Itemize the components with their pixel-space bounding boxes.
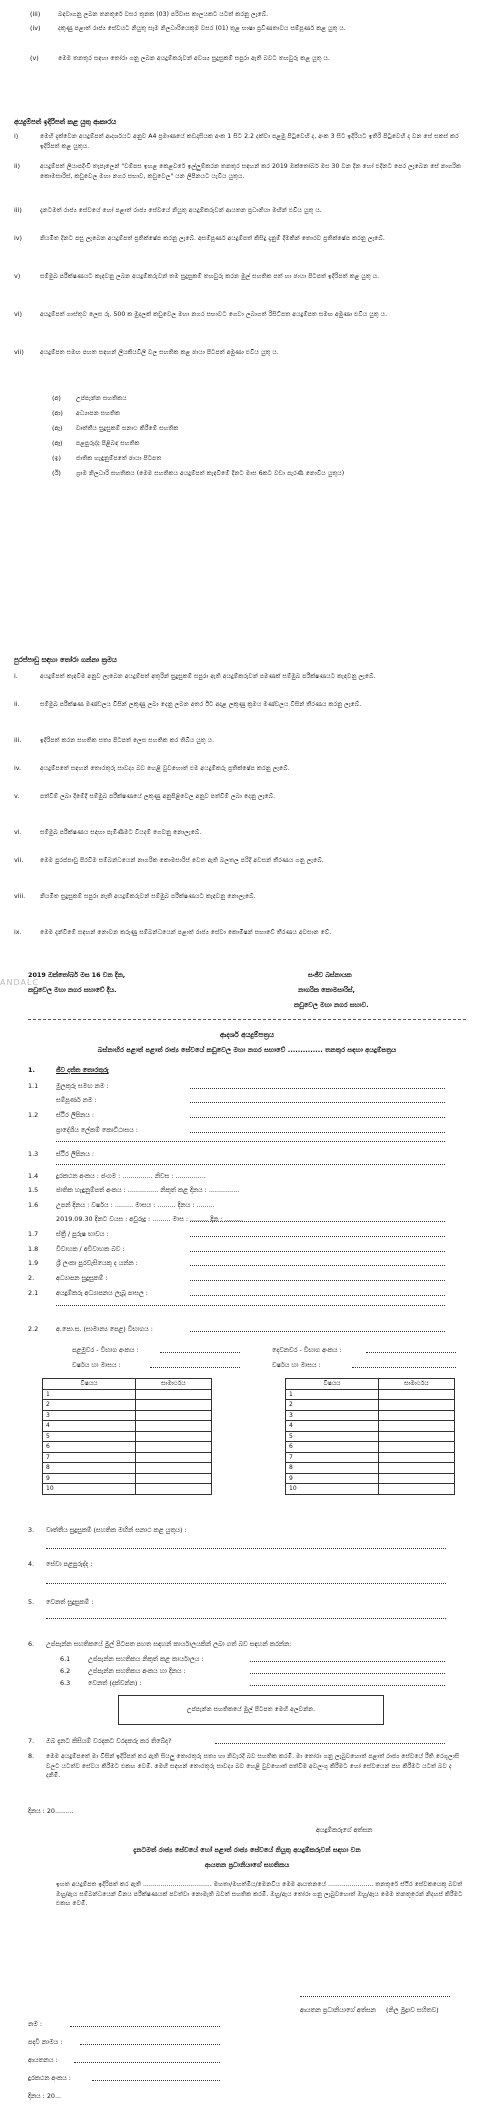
selection-heading: පුරප්පාඩු සඳහා තෝරා ගන්නා ක්‍රමය <box>14 656 117 664</box>
section-7-line[interactable] <box>215 1743 445 1744</box>
list-item-text: සම්මුඛ පරීක්ෂණය සඳහා පැමිණීමට වියදම් ගෙවනු නොලැබේ. <box>40 829 202 836</box>
field-number: 6.1 <box>60 1655 71 1663</box>
list-item-number: viii. <box>14 892 26 900</box>
ol-first-yearmonth-label: වර්ෂය හා මාසය : <box>72 1361 121 1369</box>
cert-name-line[interactable] <box>70 2026 220 2027</box>
row-number[interactable]: 3 <box>286 1410 379 1421</box>
cert-phone-line[interactable] <box>92 2080 220 2081</box>
field-input-line[interactable] <box>190 1088 445 1089</box>
list-item-number: i. <box>14 672 18 680</box>
grade-cell[interactable] <box>135 1473 211 1484</box>
grade-cell[interactable] <box>135 1463 211 1474</box>
row-number[interactable]: 1 <box>286 1389 379 1400</box>
table-row <box>286 1452 455 1463</box>
list-item-number: ii) <box>14 162 21 170</box>
ol-first-attempt-table <box>42 1378 212 1495</box>
table-row <box>286 1389 455 1400</box>
document-item-number: (ඇ) <box>52 424 63 432</box>
row-number[interactable]: 9 <box>43 1473 136 1484</box>
field-label: අයදුම්කරු අධ්‍යාපනය ලැබූ පාසල : <box>56 1289 148 1297</box>
row-number[interactable]: 9 <box>286 1473 379 1484</box>
col-subject: විෂයය <box>43 1379 136 1390</box>
list-item-number: iv) <box>14 234 23 242</box>
form-subtitle: බස්නාහිර පළාත් පළාත් රාජ්‍ය සේවයේ කඩුවෙල මහා නගර සභාවේ .............. තනතුර සඳහා අයදුම්පත්‍රය <box>97 1046 397 1054</box>
field-input-line[interactable] <box>190 1280 445 1281</box>
cert-signature-line[interactable] <box>300 1996 450 1997</box>
field-number: 1.1 <box>28 1082 39 1090</box>
document-item-number: (ඊ) <box>52 469 61 477</box>
field-label: දුරකථන අංකය : ජංගම : ............... නිවස : ............... <box>56 1172 206 1180</box>
list-item-number: iv. <box>14 764 22 772</box>
row-number[interactable]: 4 <box>286 1421 379 1432</box>
row-number[interactable]: 2 <box>43 1400 136 1411</box>
grade-cell[interactable] <box>135 1442 211 1453</box>
document-item-text: ජාතික හැඳුනුම්පතේ ඡායා පිටපත <box>76 455 162 462</box>
section-7-label: ඔබ දැනට කිසියම් වරදකට වරදකරු කර තිබේද? <box>46 1737 172 1745</box>
document-item-number: (ඉ) <box>52 454 61 462</box>
row-number[interactable]: 4 <box>43 1421 136 1432</box>
field-label: ස්ථිර ලිපිනය : <box>56 1111 94 1119</box>
row-number[interactable]: 7 <box>286 1452 379 1463</box>
field-input-line[interactable] <box>250 1673 445 1674</box>
list-item-text: මෙම දැන්වීමේ සඳහන් නොවන කරුණු සම්බන්ධයෙන් පළාත් රාජ්‍ය සේවා කොමිෂන් සභාවේ තීරණය අවසාන වේ. <box>40 929 332 936</box>
list-item-text: දකුණු පළාත් රාජ්‍ය සේවයට නියුතු සෑම නිලධාරියෙකුම වසර (01) තුළ භාෂා ප්‍රවීණතාවය සම්පූර්ණ කළ යුතු ය. <box>58 25 346 32</box>
row-number[interactable]: 2 <box>286 1400 379 1411</box>
section-3-line[interactable] <box>46 1548 446 1549</box>
section-5-num: 5. <box>28 1598 35 1606</box>
applicant-date: දිනය : 20......... <box>28 1807 74 1815</box>
field-input-line[interactable] <box>56 1305 445 1306</box>
field-input-line[interactable] <box>190 1251 445 1252</box>
cert-seal-label: (නිල මුද්‍රාව සහිතව) <box>386 2006 439 2014</box>
field-input-line[interactable] <box>190 1265 445 1266</box>
field-input-line[interactable] <box>56 1164 445 1165</box>
section-6-num: 6. <box>28 1640 35 1648</box>
list-item-text: නියමිත දිනට පසු ලැබෙන අයදුම්පත් ප්‍රතික්ෂේප කරනු ලැබේ. අසම්පූර්ණ අයදුම්පත් කිසිදු දැනුම් දීමකින් තොරව ප්‍රතික්ෂේප කරනු ලැබේ. <box>40 235 385 242</box>
field-label: විවාහක / අවිවාහක බව : <box>56 1245 125 1253</box>
list-item-number: vii) <box>14 348 24 356</box>
field-input-line[interactable] <box>190 1102 445 1103</box>
grade-cell[interactable] <box>135 1484 211 1495</box>
birth-certificate-paste-label: උප්පැන්න සහතිකයේ මුල් පිටපත මෙහි අලවන්න. <box>186 1706 316 1713</box>
field-input-line[interactable] <box>250 1661 445 1662</box>
document-item-text: පළපුරුද්ද පිළිබඳ සහතික <box>76 440 140 447</box>
grade-cell[interactable] <box>378 1421 454 1432</box>
applicant-signature-label: අයදුම්කරුගේ අත්සන <box>316 1826 373 1834</box>
grade-cell[interactable] <box>378 1452 454 1463</box>
list-item-number: v. <box>14 792 20 800</box>
field-number: 1.2 <box>28 1111 39 1119</box>
apply-heading: අයදුම්පත් ඉදිරිපත් කළ යුතු ආකාරය <box>14 118 117 126</box>
field-input-line[interactable] <box>190 1295 445 1296</box>
watermark-text: ANDALC <box>0 978 39 987</box>
grade-cell[interactable] <box>378 1410 454 1421</box>
field-number: 1.9 <box>28 1259 39 1267</box>
field-label: ප්‍රාදේශීය ලේකම් කොට්ඨාසය : <box>56 1126 138 1134</box>
grade-cell[interactable] <box>135 1452 211 1463</box>
section-3-num: 3. <box>28 1526 35 1534</box>
list-item-number: vi) <box>14 310 23 318</box>
list-item-text: අයදුම්පත් කැඳවීම අනුව ලැබෙන අයදුම්පත් අතුරින් සුදුසුකම් සපුරා ඇති අයදුම්කරුවන් පමණක් සම්මුඛ පරීක්ෂණයට කැඳවනු ලැබේ. <box>40 673 376 680</box>
grade-cell[interactable] <box>135 1410 211 1421</box>
field-number: 1.5 <box>28 1186 39 1194</box>
document-item-number: (ඈ) <box>52 439 63 447</box>
ol-second-attempt-table <box>285 1378 455 1495</box>
section-8-num: 8. <box>28 1752 35 1760</box>
list-item-number: (iv) <box>30 24 41 32</box>
document-item-text: වෘත්තීය සුදුසුකම් සනාථ කිරීමේ සහතික <box>76 425 179 432</box>
row-number[interactable]: 8 <box>286 1463 379 1474</box>
list-item-number: i) <box>14 132 19 140</box>
col-grade: සාමාර්ථය <box>135 1379 211 1390</box>
grade-cell[interactable] <box>378 1389 454 1400</box>
field-number: 1.4 <box>28 1172 39 1180</box>
field-number: 1.6 <box>28 1201 39 1209</box>
list-item-number: vii. <box>14 856 24 864</box>
table-row <box>286 1410 455 1421</box>
cert-body: ඉහත අයදුම්පත ඉදිරිපත් කර ඇති ................................... මහතා/මහත්මිය/මෙනවිය මෙම ආයතනයේ ....................... තනතුරේ ස්ථිර සේවකයෙකු බවත් ඔහු/ඇය සම්බන්ධයෙන් විනය පරීක්ෂණයක් පවත්වා නොමැති බවත් සහතික කරමි. ඔහු/ඇය තෝරා ගනු ලැබුවහොත් ඔහු/ඇය මෙම තනතුරෙන් නිදහස් කිරීමට එකඟ වෙමි. <box>56 1881 463 1908</box>
table-row <box>43 1442 212 1453</box>
grade-cell[interactable] <box>378 1484 454 1495</box>
table-row <box>286 1473 455 1484</box>
list-item-number: ix. <box>14 928 22 936</box>
ol-first-attempt-line[interactable] <box>160 1352 240 1353</box>
ol-second-yearmonth-line[interactable] <box>352 1367 456 1368</box>
field-number: 6.2 <box>60 1667 71 1675</box>
cert-office-line[interactable] <box>74 2062 220 2063</box>
field-label: උප්පැන්න සහතිකය නිකුත් කළ කාර්යාලය : <box>88 1655 204 1663</box>
field-label: ස්ත්‍රී / පුරුෂ භාවය : <box>56 1230 109 1238</box>
section-4-num: 4. <box>28 1560 35 1568</box>
field-number: 2.1 <box>28 1289 39 1297</box>
row-number[interactable]: 5 <box>43 1431 136 1442</box>
field-input-line[interactable] <box>190 1221 445 1222</box>
row-number[interactable]: 1 <box>43 1389 136 1400</box>
col-subject: විෂයය <box>286 1379 379 1390</box>
cert-office-label: ආයතනය : <box>28 2056 58 2064</box>
list-item-text: මෙම තනතුර සඳහා තෝරා ගනු ලබන අයදුම්කරුවන් අවශ්‍ය සුදුසුකම් සපුරා ඇති බවට තහවුරු කළ යුතු ය. <box>58 55 330 62</box>
field-label: උප්පැන්න සහතිකය අංකය හා දිනය : <box>88 1667 186 1675</box>
document-item-text: ග්‍රාම නිලධාරි සහතිකය (මෙම සහතිකය අයදුම්පත් කැඳවීමේ දිනට මාස 6කට වඩා පැරණි නොවිය යුතුය) <box>76 470 345 477</box>
field-number: 1.3 <box>28 1150 39 1158</box>
birth-certificate-paste-box <box>118 1695 384 1725</box>
cert-title-2: ආයතන ප්‍රධානියාගේ සහතිකය <box>204 1861 290 1869</box>
field-input-line[interactable] <box>190 1132 445 1133</box>
table-row <box>286 1400 455 1411</box>
ol-first-yearmonth-line[interactable] <box>150 1367 240 1368</box>
list-item-text: මෙහි දැක්වෙන අයදුම්පත් ආදර්ශයට අනුව A4 ප්‍රමාණයේ කඩදාසියක අංක 1 සිට 2.2 දක්වා පළමු පිටුවෙහි ද, අංක 3 සිට ඉදිරියට ඉතිරි පිටුවෙහි ද වන සේ සකස් කර ඉදිරිපත් කළ යුතුය. <box>40 133 459 150</box>
ol-second-yearmonth-label: වර්ෂය හා මාසය : <box>272 1361 321 1369</box>
field-input-line[interactable] <box>190 1331 445 1332</box>
cert-signature-label: ආයතන ප්‍රධානියාගේ අත්සන <box>300 2006 376 2014</box>
section-6-label: උප්පැන්න සහතිකයේ මුල් පිටපත පහත සඳහන් කාර්යාලයකින් ලබා ගත් බව සඳහන් කරන්න: <box>46 1640 292 1648</box>
section-5-label: වෙනත් සුදුසුකම් : <box>46 1598 94 1606</box>
field-label: ස්ථිර ලිපිනය : <box>56 1150 94 1158</box>
signoff-date: 2019 ඔක්තෝබර් මස 16 වන දින, <box>28 971 126 979</box>
list-item-number: v) <box>14 272 21 280</box>
table-row <box>43 1410 212 1421</box>
signoff-title-1: නාගරික කොමසාරිස්, <box>298 986 355 994</box>
field-label: මුලකුරු සමඟ නම : <box>56 1082 109 1090</box>
field-label: උපන් දිනය : වර්ෂය : ......... මාසය : ......... දිනය : ......... <box>56 1201 215 1209</box>
list-item-text: අයදුම්පත් ගාස්තුව ලෙස රු. 500 ක මුදලක් කඩුවෙල මහා නගර සභාවට ගෙවා ලබාගත් රිසිට්පත අයදුම්පත සමඟ අමුණා එවිය යුතු ය. <box>40 311 388 318</box>
document-item-text: අධ්‍යාපන සහතික <box>76 410 121 417</box>
table-row <box>286 1421 455 1432</box>
list-item-number: (v) <box>30 54 39 62</box>
list-item-text: මෙම පුරප්පාඩු පිරවීම සම්බන්ධයෙන් නාගරික කොමසාරිස් වෙත ඇති බලතල පරිදි අවසන් තීරණය ගනු ලැබේ. <box>40 857 324 864</box>
section-4-label: සේවා පළපුරුද්ද : <box>46 1560 93 1568</box>
list-item-text: බඳවාගනු ලබන තනතුරේ වසර තුනක (03) පරිවාස කාලයකට යටත් කරනු ලැබේ. <box>58 11 269 18</box>
grade-cell[interactable] <box>135 1421 211 1432</box>
grade-cell[interactable] <box>135 1389 211 1400</box>
list-item-number: ii. <box>14 700 20 708</box>
ol-second-attempt-label: දෙවනවර - විභාග අංකය : <box>272 1346 342 1354</box>
document-item-number: (ආ) <box>52 409 63 417</box>
list-item-text: දැනටමත් රාජ්‍ය සේවයේ හෝ පළාත් රාජ්‍ය සේවයේ නියුතු අයදුම්කරුවන් ආයතන ප්‍රධානියා මඟින් එවිය යුතු ය. <box>40 207 322 214</box>
section-divider <box>28 1019 466 1020</box>
list-item-text: ඉදිරිපත් කරන සහතික සත්‍ය පිටපත් ලෙස සහතික කර තිබිය යුතු ය. <box>40 737 215 744</box>
document-item-number: (අ) <box>52 394 61 402</box>
cert-date-label: දිනය : 20... <box>28 2092 62 2100</box>
table-row <box>43 1400 212 1411</box>
field-label: වෙනත් (දක්වන්න) : <box>88 1679 142 1687</box>
field-input-line[interactable] <box>250 1685 445 1686</box>
list-item-number: iii. <box>14 736 22 744</box>
row-number[interactable]: 3 <box>43 1410 136 1421</box>
field-label: සම්පූර්ණ නම : <box>56 1096 97 1104</box>
list-item-text: අයදුම්පත සමඟ පහත සඳහන් ලියකියවිලි වල සහතික කළ ඡායා පිටපත් අමුණා එවිය යුතු ය. <box>40 349 279 356</box>
cert-post-line[interactable] <box>80 2044 220 2045</box>
ol-second-attempt-line[interactable] <box>366 1352 456 1353</box>
row-number[interactable]: 5 <box>286 1431 379 1442</box>
signoff-name: සංජීව බස්නායක <box>308 971 352 979</box>
list-item-text: අයදුම්පත් ලියාපදිංචි තැපෑලෙන් "වම්පස ඉහළ කෙළවරේ ඉල්ලුම්කරන තනතුර සඳහන් කර 2019 ඔක්තෝබර් මස 30 වන දින හෝ එදිනට පෙර ලැබෙන සේ නාගරික කොමසාරිස්, කඩුවෙල මහා නගර සභාව, කඩුවෙල" යන ලිපිනයට යැවිය යුතුය. <box>40 163 462 180</box>
grade-cell[interactable] <box>378 1442 454 1453</box>
form-title: ආදර්ශ අයදුම්පත්‍රය <box>219 1031 275 1039</box>
table-row <box>286 1463 455 1474</box>
row-number[interactable]: 8 <box>43 1463 136 1474</box>
signoff-title-2: කඩුවෙල මහා නගර සභාව. <box>294 1001 369 1009</box>
field-number: 2.2 <box>28 1325 39 1333</box>
grade-cell[interactable] <box>378 1400 454 1411</box>
table-row <box>43 1484 212 1495</box>
grade-cell[interactable] <box>378 1473 454 1484</box>
field-input-line[interactable] <box>56 1141 445 1142</box>
section-5-line[interactable] <box>46 1618 446 1619</box>
field-number: 1.8 <box>28 1245 39 1253</box>
table-row <box>286 1431 455 1442</box>
field-number: 6.3 <box>60 1679 71 1687</box>
list-item-text: පත්වීම් ලබා දීමේදී සම්මුඛ පරීක්ෂණයේ ලකුණු අනුපිළිවෙල අනුව පත්වීම් ලබා දෙනු ලැබේ. <box>40 793 276 800</box>
list-item-text: සම්මුඛ පරීක්ෂණයට කැඳවනු ලබන අයදුම්කරුවන් තම සුදුසුකම් තහවුරු කරන මුල් සහතික පත් හා ඡායා පිටපත් ඉදිරිපත් කළ යුතු ය. <box>40 273 380 280</box>
field-label: ජාතික හැඳුනුම්පත් අංකය : ............... නිකුත් කළ දිනය : ............... <box>56 1186 240 1194</box>
section-4-line[interactable] <box>46 1583 446 1584</box>
row-number[interactable]: 6 <box>43 1442 136 1453</box>
field-label: ශ්‍රී ලංකා පුරවැසියෙකු ද යන්න : <box>56 1259 138 1267</box>
row-number[interactable]: 10 <box>43 1484 136 1495</box>
ol-first-attempt-label: පළමුවර - විභාග අංකය : <box>72 1346 139 1354</box>
list-item-text: සම්මුඛ පරීක්ෂණ මණ්ඩලය විසින් ලකුණු ලබා දෙනු ලබන අතර ඊට අදාළ ලකුණු ක්‍රමය මණ්ඩලය විසින් තීරණය කරනු ලැබේ. <box>40 701 362 708</box>
list-item-text: නියමිත සුදුසුකම් සපුරා නැති අයදුම්කරුවන් සම්මුඛ පරීක්ෂණයට කැඳවනු නොලැබේ. <box>40 893 256 900</box>
field-input-line[interactable] <box>190 1236 445 1237</box>
col-grade: සාමාර්ථය <box>378 1379 454 1390</box>
form-section-1-heading: ජීව දත්ත තොරතුරු <box>56 1066 109 1074</box>
field-label: 2019.09.30 දිනට වයස : අවුරුදු : ......... මාස : ......... දින : ......... <box>56 1215 243 1223</box>
field-input-line[interactable] <box>190 1117 445 1118</box>
list-item-text: අයදුම්පතේ සඳහන් තොරතුරු සාවද්‍ය බව හෙළි වුවහොත් එම අයදුම්කරු ප්‍රතික්ෂේප කරනු ලැබේ. <box>40 765 290 772</box>
list-item-number: iii) <box>14 206 22 214</box>
field-number: 2. <box>28 1274 35 1282</box>
grade-cell[interactable] <box>135 1400 211 1411</box>
table-row <box>43 1452 212 1463</box>
table-row <box>43 1389 212 1400</box>
document-item-text: උප්පැන්න සහතිකය <box>76 395 127 402</box>
grade-cell[interactable] <box>135 1431 211 1442</box>
cert-name-label: නම : <box>28 2020 42 2028</box>
field-label: අ.පො.ස. (සාමාන්‍ය පෙළ) විභාගය : <box>56 1325 153 1333</box>
cert-post-label: පදවි නාමය : <box>28 2038 63 2046</box>
grade-cell[interactable] <box>378 1463 454 1474</box>
form-section-1-num: 1. <box>28 1066 35 1074</box>
cert-title-1: දැනටමත් රාජ්‍ය සේවයේ හෝ පළාත් රාජ්‍ය සේවයේ නියුතු අයදුම්කරුවන් සඳහා වන <box>133 1846 361 1854</box>
section-8-declaration: මෙම අයදුම්පතේ මා විසින් ඉදිරිපත් කර ඇති සියලු තොරතුරු සත්‍ය හා නිවැරදි බව සහතික කරමි. මා තෝරා ගනු ලැබුවහොත් පළාත් රාජ්‍ය සේවයේ රීති රෙගුලාසි වලට යටත්ව සේවය කිරීමට එකඟ වෙමි. මෙහි සඳහන් තොරතුරු සාවද්‍ය බව හෙළි වුවහොත් පත්වීම අවලංගු කිරීමට හෝ සේවයෙන් පහ කිරීමට යටත් බව ද දනිමි. <box>46 1753 460 1780</box>
table-row <box>286 1442 455 1453</box>
row-number[interactable]: 10 <box>286 1484 379 1495</box>
row-number[interactable]: 6 <box>286 1442 379 1453</box>
section-3-label: වෘත්තීය සුදුසුකම් (සහතික මඟින් සනාථ කළ යුතුය) : <box>46 1526 187 1534</box>
table-row <box>43 1463 212 1474</box>
section-7-num: 7. <box>28 1737 35 1745</box>
grade-cell[interactable] <box>378 1431 454 1442</box>
table-row <box>43 1421 212 1432</box>
row-number[interactable]: 7 <box>43 1452 136 1463</box>
list-item-number: (iii) <box>30 10 41 18</box>
signoff-place: කඩුවෙල මහා නගර සභාවේ දීය. <box>28 986 117 994</box>
table-row <box>286 1484 455 1495</box>
cert-phone-label: දුරකථන අංකය : <box>28 2074 71 2082</box>
field-label: අධ්‍යාපන සුදුසුකම් : <box>56 1274 108 1282</box>
list-item-number: vi. <box>14 828 22 836</box>
table-row <box>43 1431 212 1442</box>
table-row <box>43 1473 212 1484</box>
field-number: 1.7 <box>28 1230 39 1238</box>
